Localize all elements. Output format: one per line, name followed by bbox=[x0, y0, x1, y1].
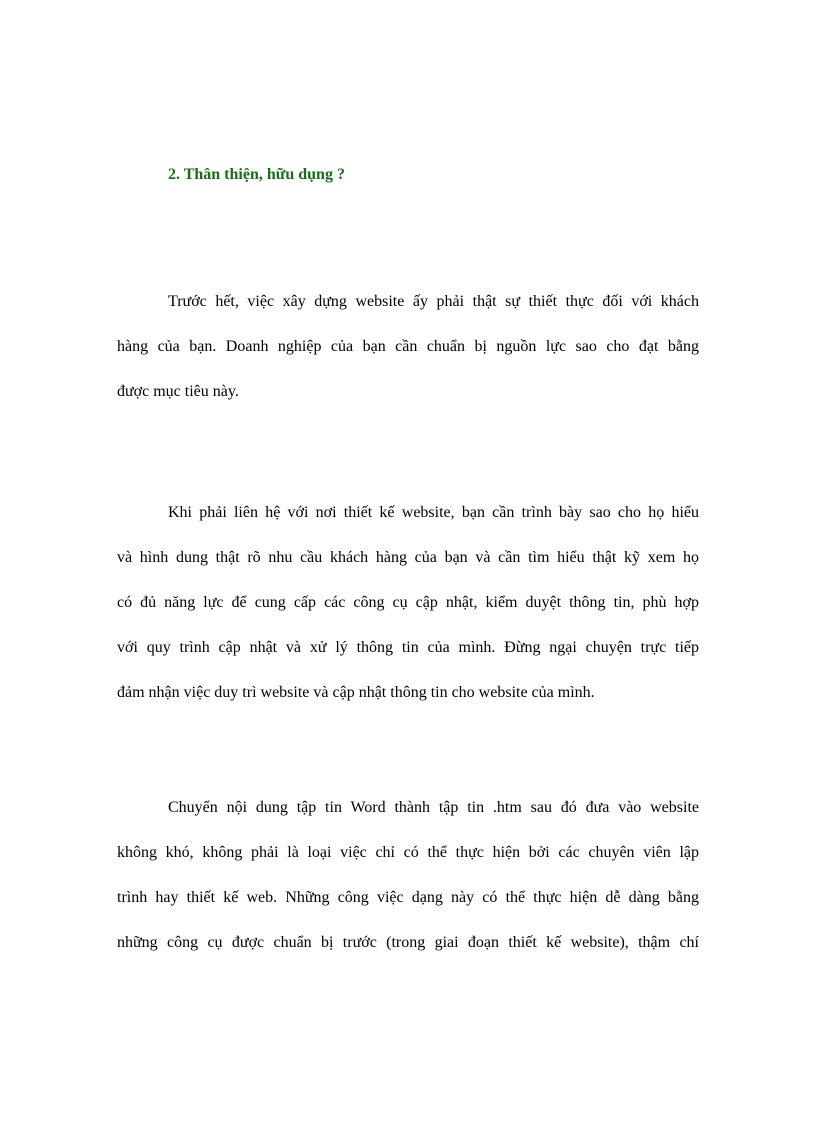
paragraph-line: không khó, không phải là loại việc chỉ có thể thực hiện bởi các chuyên viên lập bbox=[117, 844, 699, 861]
paragraph-line: trình hay thiết kế web. Những công việc dạng này có thể thực hiện dễ dàng bằng bbox=[117, 889, 699, 906]
paragraph-line: Trước hết, việc xây dựng website ấy phải thật sự thiết thực đối với khách bbox=[168, 293, 699, 310]
paragraph-line: có đủ năng lực để cung cấp các công cụ cập nhật, kiểm duyệt thông tin, phù hợp bbox=[117, 594, 699, 611]
paragraph-2 bbox=[117, 501, 699, 726]
paragraph-1 bbox=[117, 290, 699, 425]
paragraph-line: những công cụ được chuẩn bị trước (trong giai đoạn thiết kế website), thậm chí bbox=[117, 934, 699, 951]
paragraph-line: và hình dung thật rõ nhu cầu khách hàng của bạn và cần tìm hiểu thật kỹ xem họ bbox=[117, 549, 699, 566]
paragraph-line: được mục tiêu này. bbox=[117, 383, 239, 400]
paragraph-line: đảm nhận việc duy trì website và cập nhật thông tin cho website của mình. bbox=[117, 684, 595, 701]
section-heading: 2. Thân thiện, hữu dụng ? bbox=[168, 166, 345, 183]
paragraph-3 bbox=[117, 796, 699, 976]
paragraph-line: Khi phải liên hệ với nơi thiết kế website, bạn cần trình bày sao cho họ hiểu bbox=[168, 504, 699, 521]
paragraph-line: Chuyển nội dung tập tin Word thành tập tin .htm sau đó đưa vào website bbox=[168, 799, 699, 816]
paragraph-line: hàng của bạn. Doanh nghiệp của bạn cần chuẩn bị nguồn lực sao cho đạt bằng bbox=[117, 338, 699, 355]
paragraph-line: với quy trình cập nhật và xử lý thông tin của mình. Đừng ngại chuyện trực tiếp bbox=[117, 639, 699, 656]
